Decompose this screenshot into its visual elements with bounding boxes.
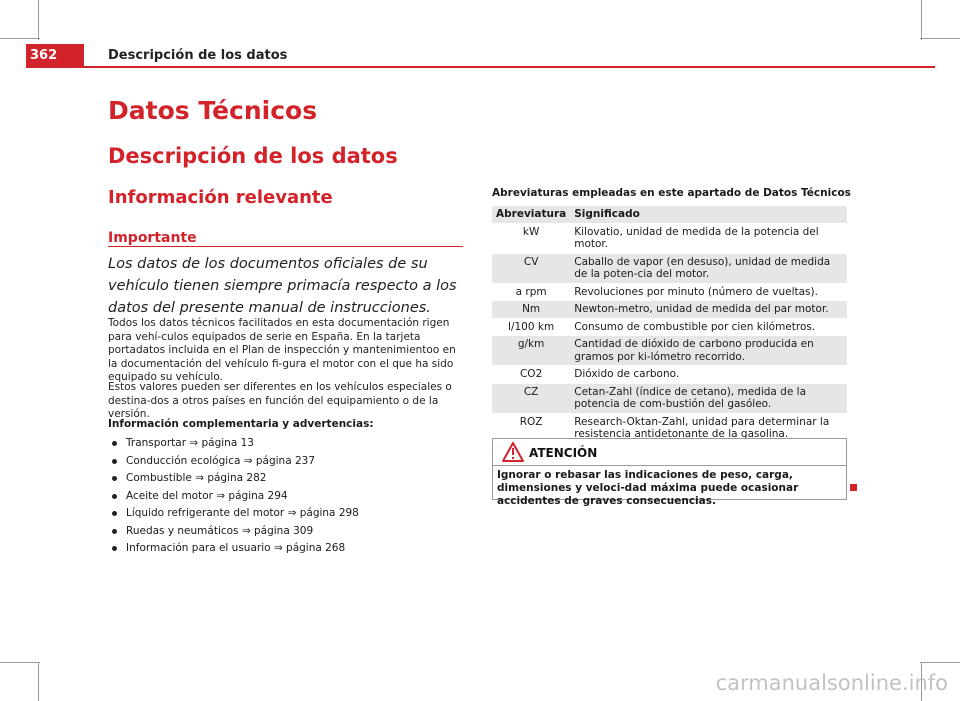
crop-mark: [920, 38, 960, 39]
meaning-cell: Newton-metro, unidad de medida del par motor.: [570, 301, 847, 319]
crop-mark: [0, 662, 40, 663]
meaning-cell: Kilovatio, unidad de medida de la potencia del motor.: [570, 223, 847, 253]
meaning-cell: Research-Oktan-Zahl, unidad para determinar la resistencia antidetonante de la gasolina.: [570, 413, 847, 443]
paragraph-1: Todos los datos técnicos facilitados en esta documentación rigen para vehí-culos equipados de serie en España. En la tarjeta portadatos incluida en el Plan de inspección y mantenimientoo en la documentación del vehículo fi-gura el motor con el que ha sido equipado su vehículo.: [108, 317, 456, 383]
table-row: [492, 283, 847, 301]
abbr-cell: a rpm: [492, 283, 570, 301]
list-item[interactable]: Combustible ⇒ página 282: [108, 471, 359, 489]
abbr-cell: l/100 km: [492, 318, 570, 336]
list-item[interactable]: Ruedas y neumáticos ⇒ página 309: [108, 524, 359, 542]
section-title: Descripción de los datos: [108, 144, 398, 168]
chapter-title: Datos Técnicos: [108, 96, 318, 125]
table-row: [492, 253, 847, 283]
page-number: 362: [26, 44, 84, 68]
warning-box: [492, 438, 847, 507]
list-item[interactable]: Conducción ecológica ⇒ página 237: [108, 454, 359, 472]
table-caption: Abreviaturas empleadas en este apartado de Datos Técnicos: [492, 187, 851, 199]
meaning-cell: Dióxido de carbono.: [570, 366, 847, 384]
paragraph-2: Estos valores pueden ser diferentes en los vehículos especiales o destina-dos a otros países en función del equipamiento o de la versión.: [108, 381, 452, 420]
abbr-cell: kW: [492, 223, 570, 253]
table-header-meaning: Significado: [570, 206, 847, 223]
warning-header: [493, 439, 846, 466]
header-rule: [26, 66, 935, 68]
warning-triangle-icon: [502, 442, 524, 462]
list-item[interactable]: Información para el usuario ⇒ página 268: [108, 541, 359, 559]
list-item[interactable]: Líquido refrigerante del motor ⇒ página 298: [108, 506, 359, 524]
meaning-cell: Consumo de combustible por cien kilómetros.: [570, 318, 847, 336]
abbr-cell: Nm: [492, 301, 570, 319]
abbr-cell: CV: [492, 253, 570, 283]
table-header-abbr: Abreviatura: [492, 206, 570, 223]
abbreviation-table: [492, 206, 847, 443]
important-heading: Importante: [108, 230, 197, 246]
running-title: Descripción de los datos: [108, 48, 288, 63]
table-row: [492, 301, 847, 319]
crop-mark: [920, 662, 960, 663]
important-rule: [108, 246, 463, 247]
intro-text: Los datos de los documentos oficiales de su vehículo tienen siempre primacía respecto a los datos del presente manual de instrucciones.: [108, 256, 457, 316]
meaning-cell: Cetan-Zahl (índice de cetano), medida de la potencia de com-bustión del gasóleo.: [570, 383, 847, 413]
table-row: [492, 383, 847, 413]
meaning-cell: Revoluciones por minuto (número de vueltas).: [570, 283, 847, 301]
abbr-cell: g/km: [492, 336, 570, 366]
warning-text: Ignorar o rebasar las indicaciones de peso, carga, dimensiones y veloci-dad máxima puede ocasionar accidentes de graves consecuencias.: [497, 469, 799, 507]
abbr-cell: ROZ: [492, 413, 570, 443]
watermark: carmanualsonline.info: [715, 671, 948, 695]
list-item[interactable]: Aceite del motor ⇒ página 294: [108, 489, 359, 507]
crop-mark: [921, 0, 922, 40]
table-row: [492, 318, 847, 336]
end-of-section-mark: [850, 484, 857, 491]
complementary-label: Información complementaria y advertencias:: [108, 418, 374, 430]
crop-mark: [38, 0, 39, 40]
table-row: [492, 336, 847, 366]
crop-mark: [38, 662, 39, 701]
warning-title: ATENCIÓN: [529, 446, 598, 460]
crop-mark: [0, 38, 40, 39]
reference-list: [108, 436, 359, 559]
table-row: [492, 366, 847, 384]
abbr-cell: CO2: [492, 366, 570, 384]
list-item[interactable]: Transportar ⇒ página 13: [108, 436, 359, 454]
subsection-title: Información relevante: [108, 187, 333, 208]
meaning-cell: Caballo de vapor (en desuso), unidad de medida de la poten-cia del motor.: [570, 253, 847, 283]
meaning-cell: Cantidad de dióxido de carbono producida en gramos por ki-lómetro recorrido.: [570, 336, 847, 366]
abbr-cell: CZ: [492, 383, 570, 413]
table-row: [492, 223, 847, 253]
